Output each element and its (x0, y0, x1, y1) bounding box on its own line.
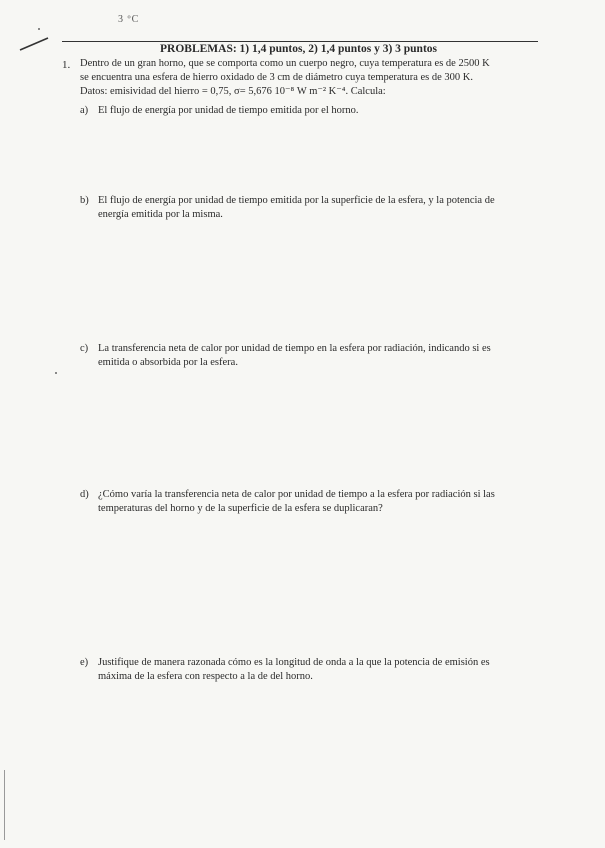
question-text: Justifique de manera razonada cómo es la longitud de onda a la que la potencia de emisión es (98, 657, 490, 668)
header-rule (62, 41, 538, 42)
statement-line: Dentro de un gran horno, que se comporta como un cuerpo negro, cuya temperatura es de 2500 K (80, 58, 490, 69)
statement-line: se encuentra una esfera de hierro oxidado de 3 cm de diámetro cuya temperatura es de 300 K. (80, 72, 473, 84)
question-label: a) (80, 105, 89, 116)
question-text-cont: energía emitida por la misma. (98, 209, 223, 220)
question-text-cont: máxima de la esfera con respecto a la de del horno. (98, 671, 313, 682)
question-text-cont: emitida o absorbida por la esfera. (98, 357, 238, 368)
question-label: c) (80, 343, 89, 354)
page-title: PROBLEMAS: 1) 1,4 puntos, 2) 1,4 puntos y 3) 3 puntos (160, 43, 438, 55)
question-label: b) (80, 195, 89, 206)
problem-statement (80, 57, 535, 100)
question-text: El flujo de energía por unidad de tiempo emitida por la superficie de la esfera, y la potencia de (98, 195, 495, 206)
question-text: La transferencia neta de calor por unidad de tiempo en la esfera por radiación, indicando si es (98, 343, 491, 354)
question-text-cont: temperaturas del horno y de la superficie de la esfera se duplicaran? (98, 503, 383, 514)
corner-handwritten-mark: 3 ºC (118, 14, 140, 25)
question-text: ¿Cómo varía la transferencia neta de calor por unidad de tiempo a la esfera por radiación si las (98, 489, 495, 500)
scan-speck (55, 372, 57, 374)
problem-number: 1. (62, 59, 71, 71)
scan-edge-shadow (4, 770, 5, 840)
question-label: e) (80, 657, 89, 668)
question-label: d) (80, 489, 89, 500)
question-text: El flujo de energía por unidad de tiempo emitida por el horno. (98, 105, 359, 116)
statement-line: Datos: emisividad del hierro = 0,75, σ= 5,676 10⁻⁸ W m⁻² K⁻⁴. Calcula: (80, 86, 386, 98)
scan-speck (38, 28, 40, 30)
